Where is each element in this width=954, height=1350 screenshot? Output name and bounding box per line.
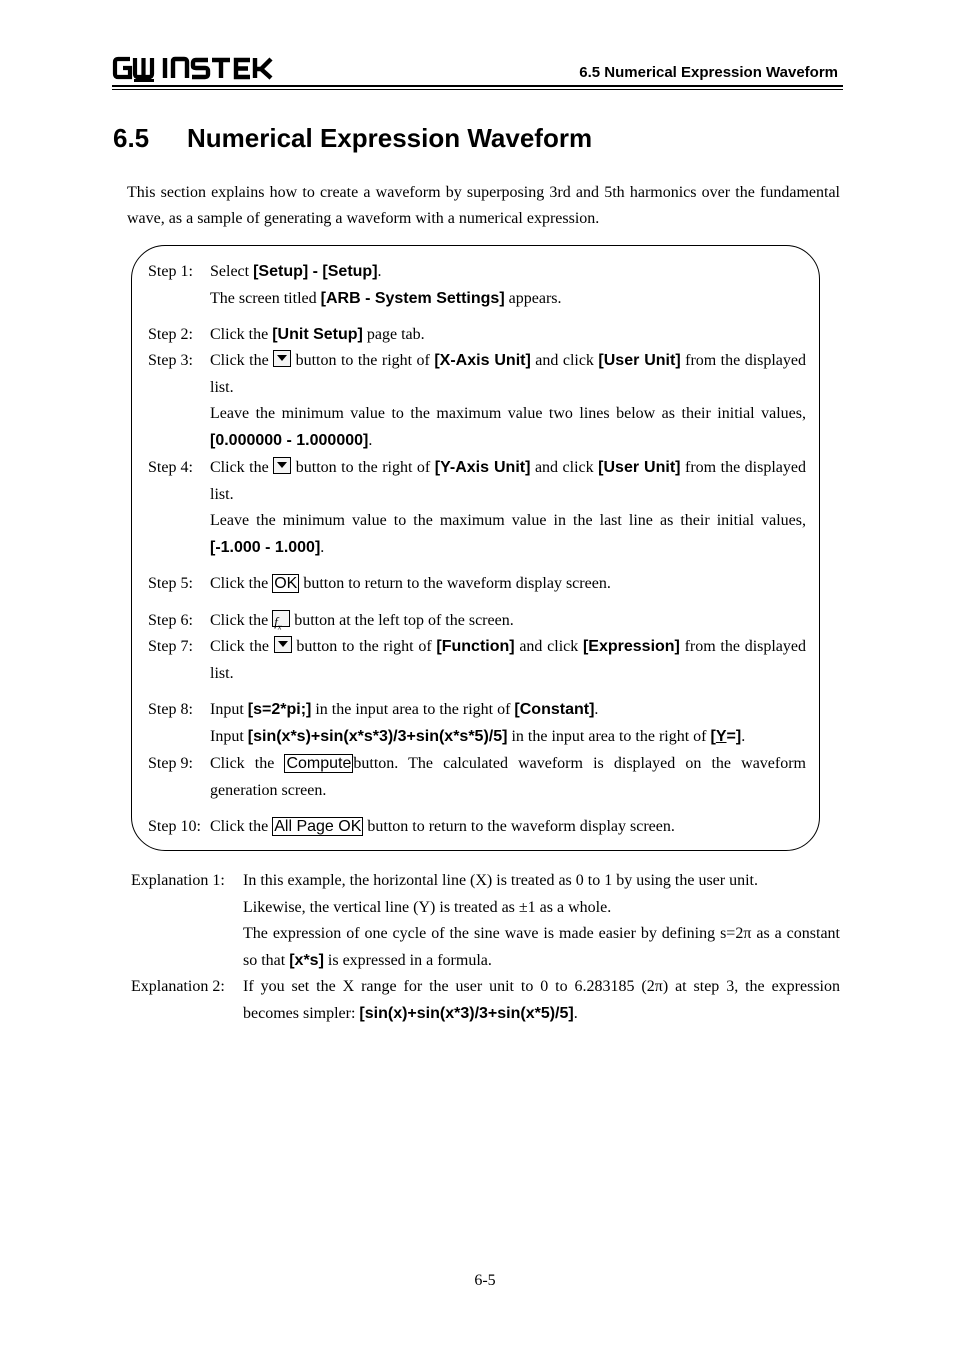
step-7: Step 7: Click the button to the right of [Function] and click [Expression] from the displayed list. — [148, 634, 806, 687]
step-label: Step 5: — [148, 575, 193, 592]
y-range-ref: [-1.000 - 1.000] — [210, 538, 321, 556]
explanation-label: Explanation 1: — [131, 872, 225, 889]
section-heading — [113, 123, 592, 154]
running-header-title: 6.5 Numerical Expression Waveform — [579, 64, 838, 81]
x-range-ref: [0.000000 - 1.000000] — [210, 431, 369, 449]
step-label: Step 2: — [148, 326, 193, 343]
page-number: 6-5 — [474, 1272, 496, 1289]
step-label: Step 6: — [148, 612, 193, 629]
explanation-label: Explanation 2: — [131, 978, 225, 995]
dropdown-arrow-icon — [273, 457, 291, 474]
constant-expression: [s=2*pi;] — [247, 701, 312, 718]
xs-expression: [x*s] — [289, 951, 324, 969]
dropdown-arrow-icon — [273, 350, 291, 367]
explanation-1: Explanation 1: In this example, the horizontal line (X) is treated as 0 to 1 by using the user unit. Likewise, the vertical line (Y) is treated as ±1 as a whole. The expression of one cycle of the sine wave is made easier by defining s=2π as a constant so that [x*s] is expressed in a formula. — [131, 868, 840, 974]
unit-setup-tab-ref: [Unit Setup] — [272, 326, 363, 343]
intro-paragraph: This section explains how to create a waveform by superposing 3rd and 5th harmonics over the fundamental wave, as a sample of generating a waveform with a numerical expression. — [127, 184, 840, 227]
step-1: Step 1: Select [Setup] - [Setup]. The screen titled [ARB - System Settings] appears. — [148, 259, 806, 312]
formula-expression: [sin(x*s)+sin(x*s*3)/3+sin(x*s*5)/5] — [247, 727, 508, 745]
step-label: Step 10: — [148, 818, 201, 835]
step-label: Step 7: — [148, 638, 193, 655]
explanation-2: Explanation 2: If you set the X range for the user unit to 0 to 6.283185 (2π) at step 3, the expression becomes simpler: [sin(x)+sin(x*3)/3+sin(x*5)/5]. — [131, 974, 840, 1027]
simple-formula: [sin(x)+sin(x*3)/3+sin(x*5)/5] — [359, 1004, 574, 1022]
step-4: Step 4: Click the button to the right of [Y-Axis Unit] and click [User Unit] from the displayed list. Leave the minimum value to the maximum value in the last line as their initial values, [-1.000 - 1.000]. — [148, 455, 806, 561]
fx-function-icon: $f_x$ — [272, 610, 290, 627]
step-label: Step 3: — [148, 352, 193, 369]
header-rule-thin — [112, 89, 843, 90]
gw-instek-logo — [112, 55, 276, 88]
section-number: 6.5 — [113, 123, 150, 153]
step-label: Step 8: — [148, 701, 193, 718]
screen-title-ref: [ARB - System Settings] — [320, 289, 505, 307]
step-9: Step 9: Click the Compute button. The calculated waveform is displayed on the waveform generation screen. — [148, 751, 806, 804]
header-rule — [112, 85, 843, 87]
step-2: Step 2: Click the [Unit Setup] page tab. — [148, 322, 806, 349]
section-title: Numerical Expression Waveform — [187, 123, 593, 153]
all-page-ok-button-ref: All Page OK — [274, 818, 362, 835]
step-10: Step 10: Click the All Page OK button to return to the waveform display screen. — [148, 814, 806, 841]
step-3: Step 3: Click the button to the right of [X-Axis Unit] and click [User Unit] from the displayed list. Leave the minimum value to the maximum value two lines below as their initial values, [0.000000 - 1.000000]. — [148, 348, 806, 454]
step-label: Step 9: — [148, 755, 193, 772]
step-8: Step 8: Input [s=2*pi;] in the input area to the right of [Constant]. Input [sin(x*s)+sin(x*s*3)/3+sin(x*s*5)/5] in the input area to the right of [Y=]. — [148, 697, 806, 750]
step-label: Step 1: — [148, 263, 193, 280]
dropdown-arrow-icon — [274, 636, 292, 653]
menu-path-setup: [Setup] - [Setup] — [253, 263, 378, 280]
step-6: Step 6: Click the $f_x$ button at the left top of the screen. — [148, 608, 806, 635]
step-label: Step 4: — [148, 459, 193, 476]
brand-logo-mark — [112, 55, 276, 83]
ok-button-ref: OK — [274, 575, 298, 592]
step-5: Step 5: Click the OK button to return to the waveform display screen. — [148, 571, 806, 598]
explanations — [131, 868, 840, 1027]
compute-button-ref: Compute — [286, 755, 352, 772]
